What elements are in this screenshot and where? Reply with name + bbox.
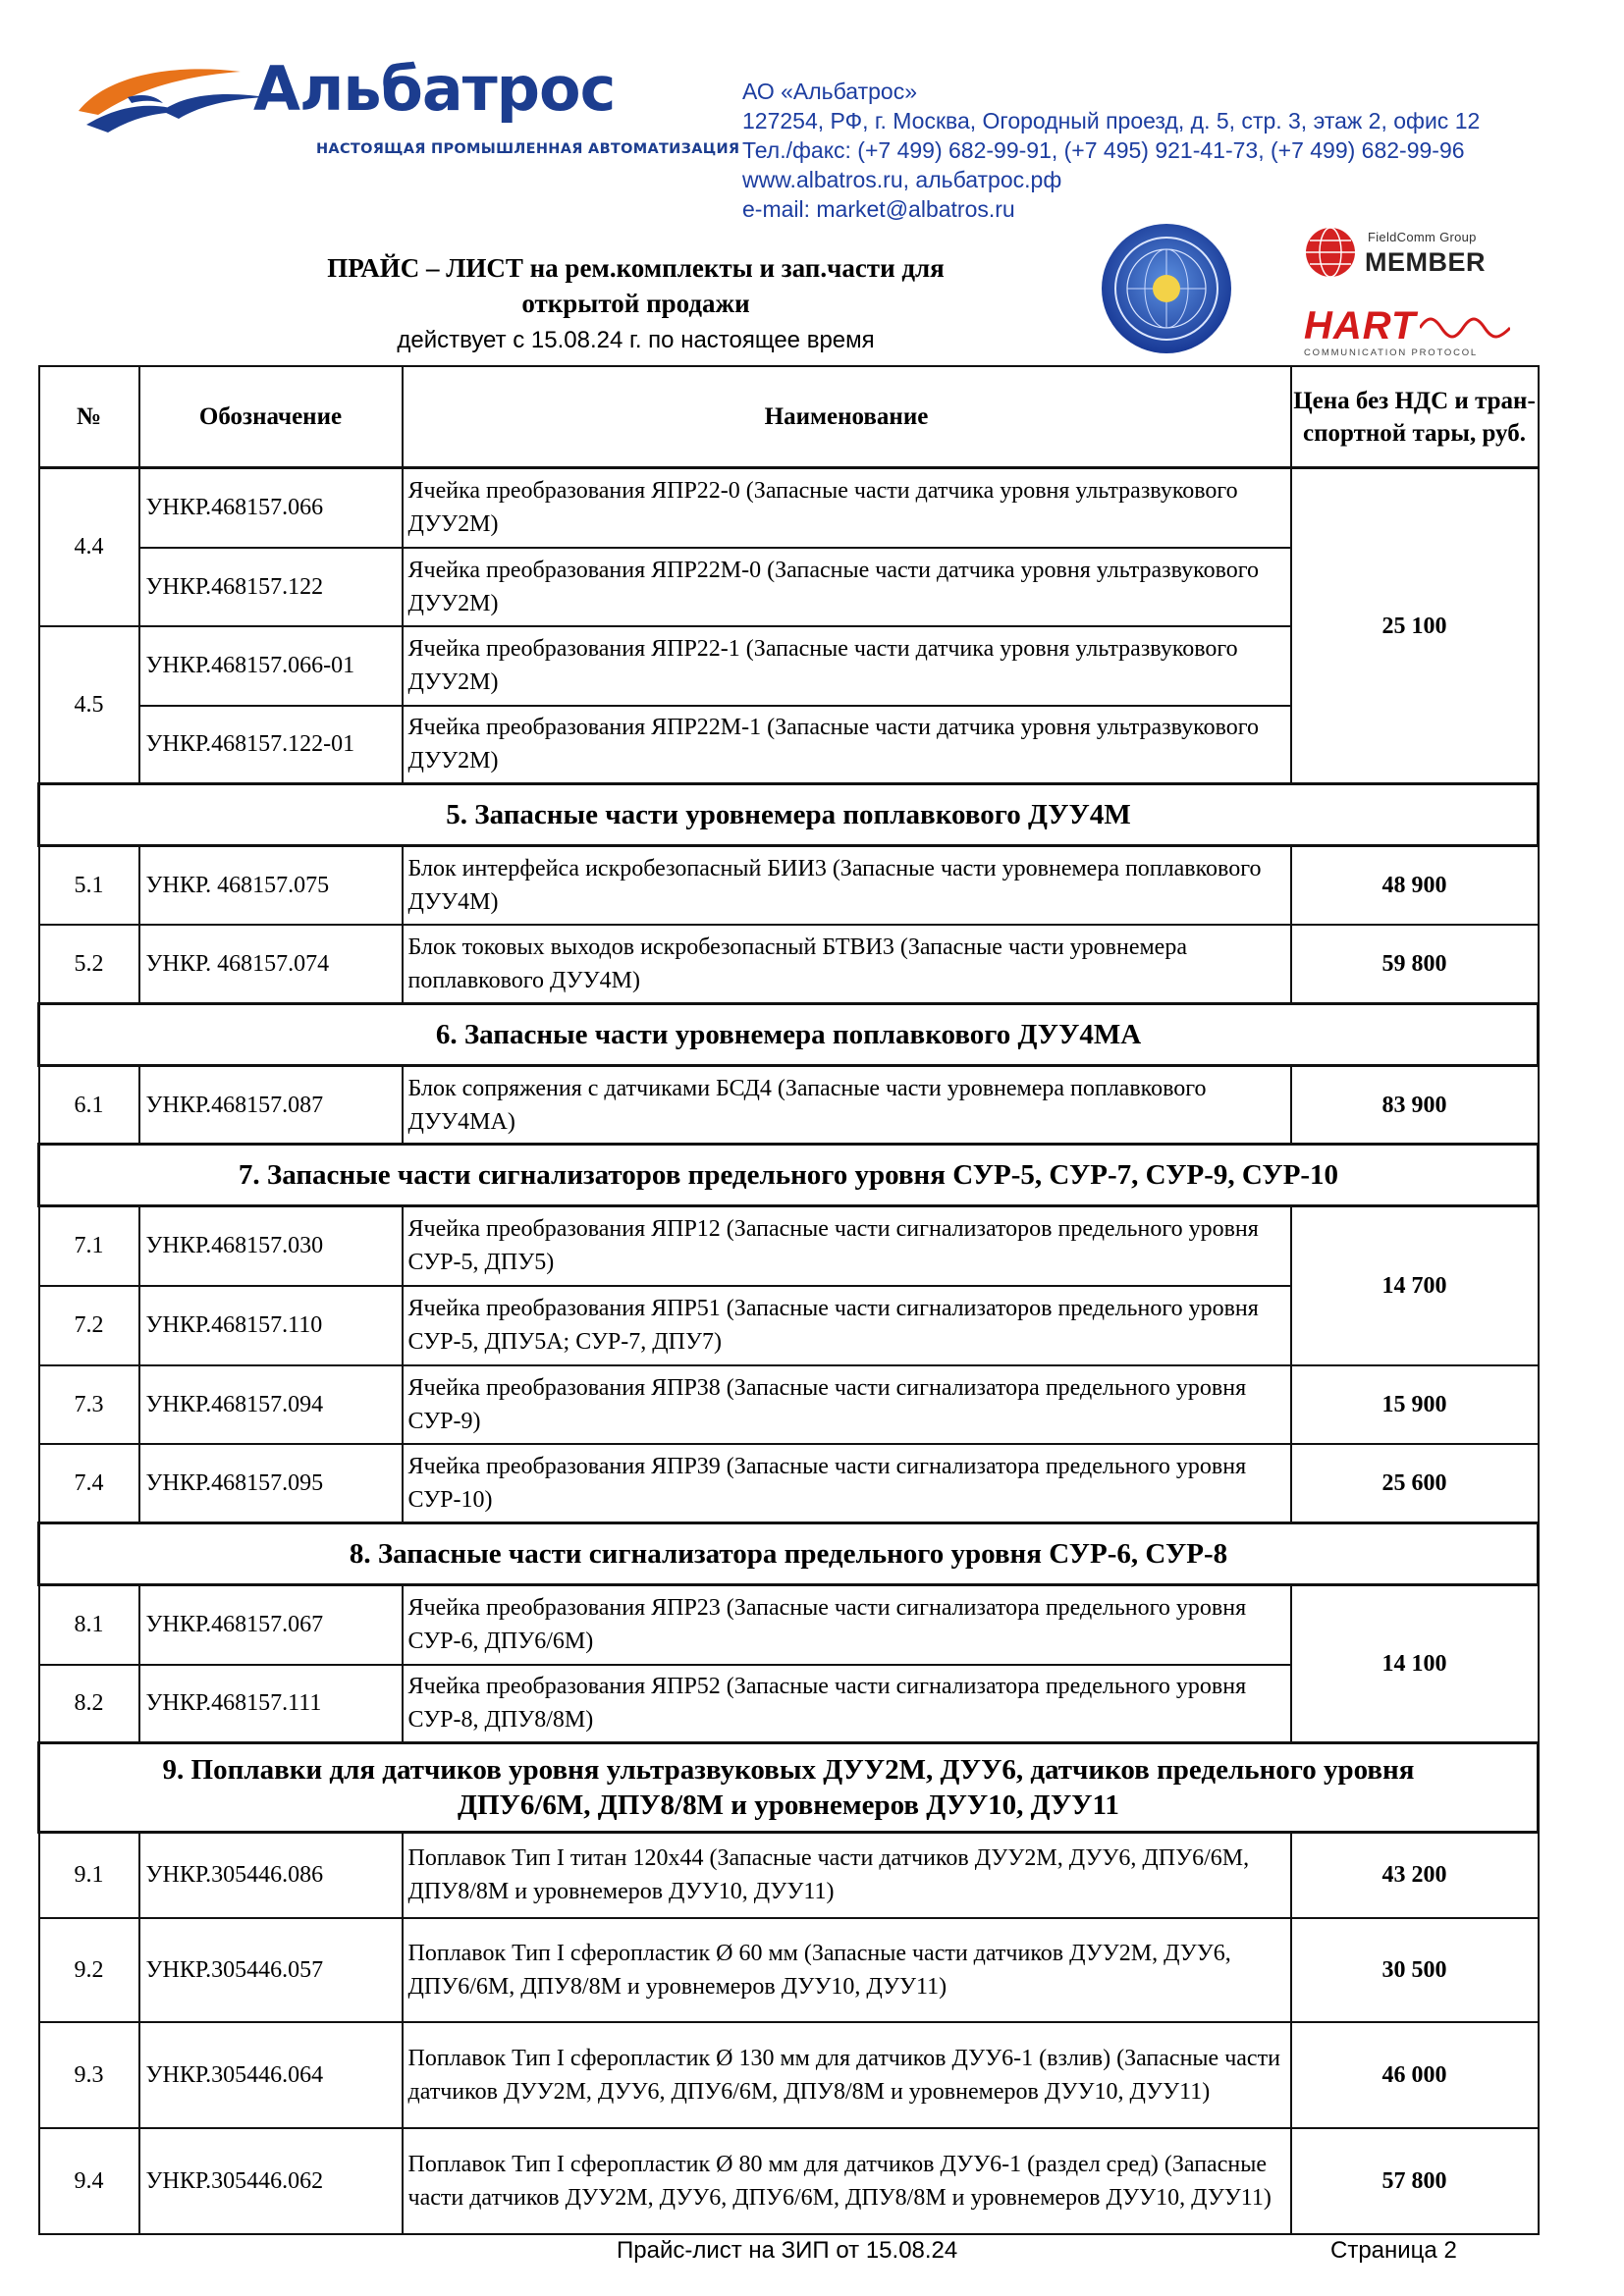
row-price: 25 600 bbox=[1291, 1444, 1539, 1523]
row-number: 8.2 bbox=[39, 1665, 139, 1743]
section-header-row bbox=[39, 784, 1539, 846]
row-code: УНКР.468157.030 bbox=[139, 1206, 403, 1286]
page-title-line2: открытой продажи bbox=[521, 289, 750, 318]
hart-subtitle: COMMUNICATION PROTOCOL bbox=[1304, 347, 1479, 358]
row-price: 48 900 bbox=[1291, 846, 1539, 925]
row-code: УНКР.468157.067 bbox=[139, 1585, 403, 1665]
table-row bbox=[39, 1206, 1539, 1286]
row-code: УНКР.468157.110 bbox=[139, 1286, 403, 1365]
header-number: № bbox=[39, 366, 139, 468]
row-number: 9.1 bbox=[39, 1833, 139, 1918]
table-row bbox=[39, 1365, 1539, 1444]
row-name: Блок сопряжения с датчиками БСД4 (Запасные части уровнемера поплавкового ДУУ4МА) bbox=[403, 1066, 1291, 1145]
section-title: 7. Запасные части сигнализаторов предельного уровня СУР-5, СУР-7, СУР-9, СУР-10 bbox=[39, 1145, 1539, 1206]
row-number: 7.2 bbox=[39, 1286, 139, 1365]
row-code: УНКР.468157.122 bbox=[139, 548, 403, 626]
hart-logo-text: HART bbox=[1304, 304, 1417, 347]
row-code: УНКР.468157.111 bbox=[139, 1665, 403, 1743]
row-price: 43 200 bbox=[1291, 1833, 1539, 1918]
row-number: 7.4 bbox=[39, 1444, 139, 1523]
row-number: 8.1 bbox=[39, 1585, 139, 1665]
row-number: 6.1 bbox=[39, 1066, 139, 1145]
row-name: Поплавок Тип I титан 120х44 (Запасные части датчиков ДУУ2М, ДУУ6, ДПУ6/6М, ДПУ8/8М и уровнемеров ДУУ10, ДУУ11) bbox=[403, 1833, 1291, 1918]
price-table bbox=[37, 365, 1540, 2235]
fieldcomm-group-label: FieldComm Group bbox=[1368, 230, 1477, 244]
row-price: 14 700 bbox=[1291, 1206, 1539, 1365]
row-number: 9.2 bbox=[39, 1918, 139, 2022]
header-code: Обозначение bbox=[139, 366, 403, 468]
validity-text: действует с 15.08.24 г. по настоящее время bbox=[397, 327, 875, 353]
row-code: УНКР.305446.086 bbox=[139, 1833, 403, 1918]
row-number: 4.5 bbox=[39, 626, 139, 784]
footer-document-label: Прайс-лист на ЗИП от 15.08.24 bbox=[617, 2237, 958, 2264]
section-title-line1: 9. Поплавки для датчиков уровня ультразвуковых ДУУ2М, ДУУ6, датчиков предельного уровня bbox=[162, 1754, 1415, 1786]
row-price: 14 100 bbox=[1291, 1585, 1539, 1743]
certification-seal-icon bbox=[1098, 220, 1235, 357]
contact-websites[interactable]: www.albatros.ru, альбатрос.рф bbox=[742, 167, 1062, 192]
contact-address: 127254, РФ, г. Москва, Огородный проезд, д. 5, стр. 3, этаж 2, офис 12 bbox=[742, 108, 1481, 133]
row-number: 5.2 bbox=[39, 925, 139, 1004]
contact-email[interactable]: e-mail: market@albatros.ru bbox=[742, 196, 1015, 222]
row-code: УНКР. 468157.074 bbox=[139, 925, 403, 1004]
row-name: Поплавок Тип I сферопластик Ø 130 мм для датчиков ДУУ6-1 (взлив) (Запасные части датчиков ДУУ2М, ДУУ6, ДПУ6/6М, ДПУ8/8М и уровнемеров ДУУ10, ДУУ11) bbox=[403, 2022, 1291, 2128]
table-row bbox=[39, 925, 1539, 1004]
row-number: 7.3 bbox=[39, 1365, 139, 1444]
row-name: Ячейка преобразования ЯПР23 (Запасные части сигнализатора предельного уровня СУР-6, ДПУ6/6М) bbox=[403, 1585, 1291, 1665]
section-header-row bbox=[39, 1145, 1539, 1206]
contact-phones: Тел./факс: (+7 499) 682-99-91, (+7 495) 921-41-73, (+7 499) 682-99-96 bbox=[742, 137, 1465, 163]
page-title-line1: ПРАЙС – ЛИСТ на рем.комплекты и зап.части для bbox=[327, 253, 945, 283]
row-price: 46 000 bbox=[1291, 2022, 1539, 2128]
row-code: УНКР.305446.057 bbox=[139, 1918, 403, 2022]
row-price: 25 100 bbox=[1291, 468, 1539, 784]
row-name: Ячейка преобразования ЯПР22М-0 (Запасные части датчика уровня ультразвукового ДУУ2М) bbox=[403, 548, 1291, 626]
contact-company-name: АО «Альбатрос» bbox=[742, 79, 917, 104]
row-code: УНКР.305446.064 bbox=[139, 2022, 403, 2128]
row-number: 9.4 bbox=[39, 2128, 139, 2234]
row-number: 4.4 bbox=[39, 468, 139, 626]
albatros-bird-logo bbox=[69, 54, 275, 142]
footer-page-number: Страница 2 bbox=[1330, 2237, 1457, 2264]
company-tagline: НАСТОЯЩАЯ ПРОМЫШЛЕННАЯ АВТОМАТИЗАЦИЯ bbox=[316, 141, 740, 157]
hart-logo bbox=[1304, 304, 1510, 358]
row-name: Ячейка преобразования ЯПР12 (Запасные части сигнализаторов предельного уровня СУР-5, ДПУ5) bbox=[403, 1206, 1291, 1286]
row-price: 59 800 bbox=[1291, 925, 1539, 1004]
table-row bbox=[39, 2128, 1539, 2234]
row-code: УНКР.468157.122-01 bbox=[139, 706, 403, 784]
section-header-row bbox=[39, 1743, 1539, 1833]
row-name: Ячейка преобразования ЯПР39 (Запасные части сигнализатора предельного уровня СУР-10) bbox=[403, 1444, 1291, 1523]
section-header-row bbox=[39, 1523, 1539, 1585]
table-row bbox=[39, 1833, 1539, 1918]
fieldcomm-logo bbox=[1304, 226, 1486, 284]
table-row bbox=[39, 846, 1539, 925]
header-name: Наименование bbox=[403, 366, 1291, 468]
row-name: Ячейка преобразования ЯПР22-0 (Запасные части датчика уровня ультразвукового ДУУ2М) bbox=[403, 468, 1291, 548]
row-name: Ячейка преобразования ЯПР22-1 (Запасные части датчика уровня ультразвукового ДУУ2М) bbox=[403, 626, 1291, 706]
company-logo-text: Альбатрос bbox=[253, 53, 616, 125]
row-code: УНКР.468157.087 bbox=[139, 1066, 403, 1145]
row-number: 9.3 bbox=[39, 2022, 139, 2128]
row-name: Ячейка преобразования ЯПР38 (Запасные части сигнализатора предельного уровня СУР-9) bbox=[403, 1365, 1291, 1444]
section-title: 5. Запасные части уровнемера поплавкового ДУУ4М bbox=[39, 784, 1539, 846]
table-row bbox=[39, 2022, 1539, 2128]
row-number: 5.1 bbox=[39, 846, 139, 925]
section-header-row bbox=[39, 1004, 1539, 1066]
table-row bbox=[39, 1585, 1539, 1665]
row-price: 83 900 bbox=[1291, 1066, 1539, 1145]
row-name: Блок интерфейса искробезопасный БИИ3 (Запасные части уровнемера поплавкового ДУУ4М) bbox=[403, 846, 1291, 925]
row-price: 57 800 bbox=[1291, 2128, 1539, 2234]
company-contacts bbox=[742, 77, 1480, 224]
table-row bbox=[39, 1066, 1539, 1145]
row-name: Ячейка преобразования ЯПР52 (Запасные части сигнализатора предельного уровня СУР-8, ДПУ8/8М) bbox=[403, 1665, 1291, 1743]
section-title: 8. Запасные части сигнализатора предельного уровня СУР-6, СУР-8 bbox=[39, 1523, 1539, 1585]
section-title bbox=[39, 1743, 1539, 1833]
fieldcomm-globe-icon bbox=[1304, 226, 1357, 279]
fieldcomm-member-label: MEMBER bbox=[1365, 247, 1486, 277]
row-number: 7.1 bbox=[39, 1206, 139, 1286]
row-name: Блок токовых выходов искробезопасный БТВИ3 (Запасные части уровнемера поплавкового ДУУ4М) bbox=[403, 925, 1291, 1004]
row-code: УНКР. 468157.075 bbox=[139, 846, 403, 925]
row-price: 30 500 bbox=[1291, 1918, 1539, 2022]
row-price: 15 900 bbox=[1291, 1365, 1539, 1444]
row-code: УНКР.468157.095 bbox=[139, 1444, 403, 1523]
section-title-line2: ДПУ6/6М, ДПУ8/8М и уровнемеров ДУУ10, ДУУ11 bbox=[458, 1789, 1119, 1821]
row-code: УНКР.468157.094 bbox=[139, 1365, 403, 1444]
table-row bbox=[39, 1918, 1539, 2022]
table-row bbox=[39, 1444, 1539, 1523]
row-name: Ячейка преобразования ЯПР22М-1 (Запасные части датчика уровня ультразвукового ДУУ2М) bbox=[403, 706, 1291, 784]
row-code: УНКР.468157.066 bbox=[139, 468, 403, 548]
table-header-row bbox=[39, 366, 1539, 468]
section-title: 6. Запасные части уровнемера поплавкового ДУУ4МА bbox=[39, 1004, 1539, 1066]
row-code: УНКР.468157.066-01 bbox=[139, 626, 403, 706]
row-name: Поплавок Тип I сферопластик Ø 60 мм (Запасные части датчиков ДУУ2М, ДУУ6, ДПУ6/6М, ДПУ8/8М и уровнемеров ДУУ10, ДУУ11) bbox=[403, 1918, 1291, 2022]
table-row bbox=[39, 468, 1539, 548]
row-name: Ячейка преобразования ЯПР51 (Запасные части сигнализаторов предельного уровня СУР-5, ДПУ5А; СУР-7, ДПУ7) bbox=[403, 1286, 1291, 1365]
row-code: УНКР.305446.062 bbox=[139, 2128, 403, 2234]
hart-wave-icon bbox=[1420, 314, 1510, 342]
header-price: Цена без НДС и тран-спортной тары, руб. bbox=[1291, 366, 1539, 468]
row-name: Поплавок Тип I сферопластик Ø 80 мм для датчиков ДУУ6-1 (раздел сред) (Запасные части датчиков ДУУ2М, ДУУ6, ДПУ6/6М, ДПУ8/8М и уровнемеров ДУУ10, ДУУ11) bbox=[403, 2128, 1291, 2234]
